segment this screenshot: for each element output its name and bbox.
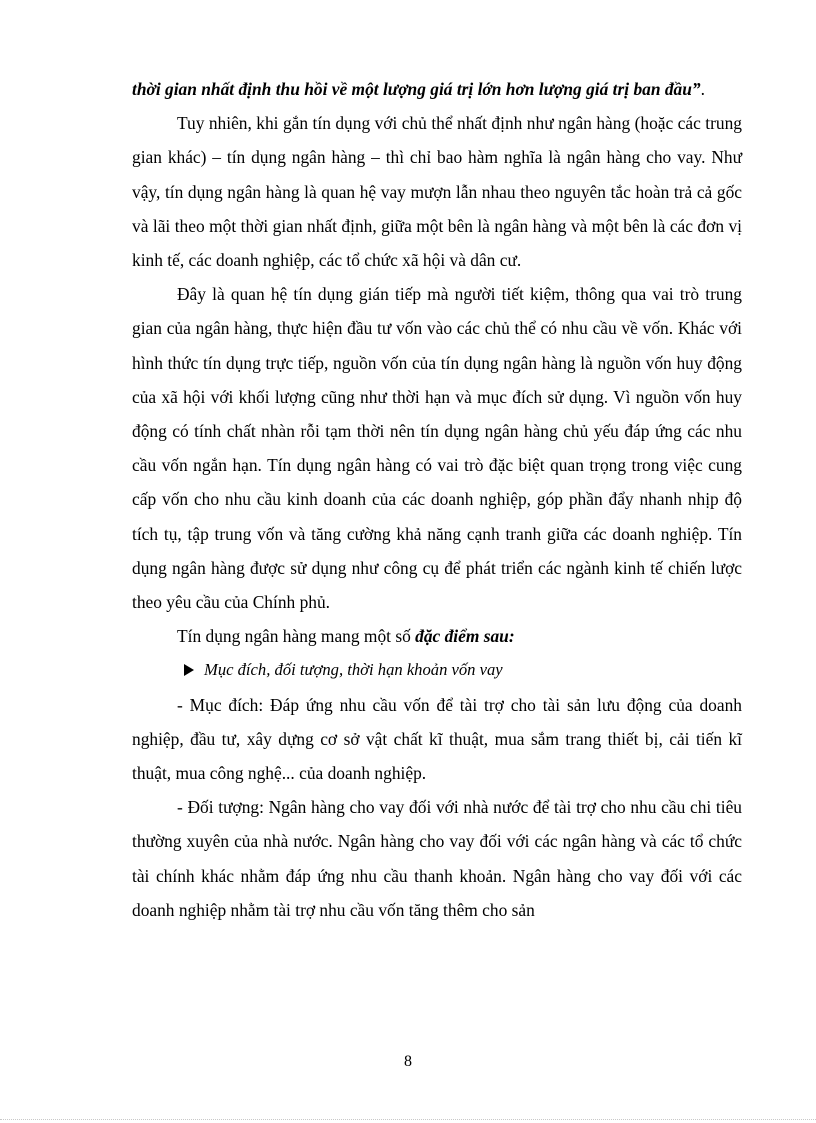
bullet-item <box>132 653 742 687</box>
intro-tail: . <box>700 79 705 99</box>
intro-emphasis: thời gian nhất định thu hồi về một lượng giá trị lớn hơn lượng giá trị ban đầu” <box>132 79 701 99</box>
characteristics-lead: Tín dụng ngân hàng mang một số <box>177 626 416 647</box>
intro-paragraph <box>132 72 742 106</box>
paragraph-characteristics <box>132 619 742 653</box>
arrowhead-bullet-icon <box>184 664 194 676</box>
characteristics-emphasis: đặc điểm sau: <box>415 626 515 647</box>
paragraph-purpose: - Mục đích: Đáp ứng nhu cầu vốn để tài trợ cho tài sản lưu động của doanh nghiệp, đầu tư, xây dựng cơ sở vật chất kĩ thuật, mua sắm trang thiết bị, cải tiến kĩ thuật, mua công nghệ... của doanh nghiệp. <box>132 694 742 784</box>
paragraph-indirect-credit: Đây là quan hệ tín dụng gián tiếp mà người tiết kiệm, thông qua vai trò trung gian của ngân hàng, thực hiện đầu tư vốn vào các chủ thể có nhu cầu về vốn. Khác với hình thức tín dụng trực tiếp, nguồn vốn của tín dụng ngân hàng là nguồn vốn huy động của xã hội với khối lượng cũng như thời hạn và mục đích sử dụng. Vì nguồn vốn huy động có tính chất nhàn rỗi tạm thời nên tín dụng ngân hàng chủ yếu đáp ứng các nhu cầu vốn ngắn hạn. Tín dụng ngân hàng có vai trò đặc biệt quan trọng trong việc cung cấp vốn cho nhu cầu kinh doanh của các doanh nghiệp, góp phần đẩy nhanh nhịp độ tích tụ, tập trung vốn và tăng cường khả năng cạnh tranh giữa các doanh nghiệp. Tín dụng ngân hàng được sử dụng như công cụ để phát triển các ngành kinh tế chiến lược theo yêu cầu của Chính phủ. <box>132 284 742 613</box>
bullet-item-text: Mục đích, đối tượng, thời hạn khoản vốn vay <box>204 660 503 680</box>
page-bottom-divider <box>0 1119 816 1120</box>
paragraph-credit-definition: Tuy nhiên, khi gắn tín dụng với chủ thể nhất định như ngân hàng (hoặc các trung gian khác) – tín dụng ngân hàng – thì chỉ bao hàm nghĩa là ngân hàng cho vay. Như vậy, tín dụng ngân hàng là quan hệ vay mượn lẫn nhau theo nguyên tắc hoàn trả cả gốc và lãi theo một thời gian nhất định, giữa một bên là ngân hàng và một bên là các đơn vị kinh tế, các doanh nghiệp, các tổ chức xã hội và dân cư. <box>132 113 742 271</box>
body-text <box>132 72 742 927</box>
page-number: 8 <box>404 1053 412 1070</box>
paragraph-object: - Đối tượng: Ngân hàng cho vay đối với nhà nước để tài trợ cho nhu cầu chi tiêu thường xuyên của nhà nước. Ngân hàng cho vay đối với các ngân hàng và các tổ chức tài chính khác nhằm đáp ứng nhu cầu thanh khoản. Ngân hàng cho vay đối với các doanh nghiệp nhằm tài trợ nhu cầu vốn tăng thêm cho sản <box>132 797 742 920</box>
